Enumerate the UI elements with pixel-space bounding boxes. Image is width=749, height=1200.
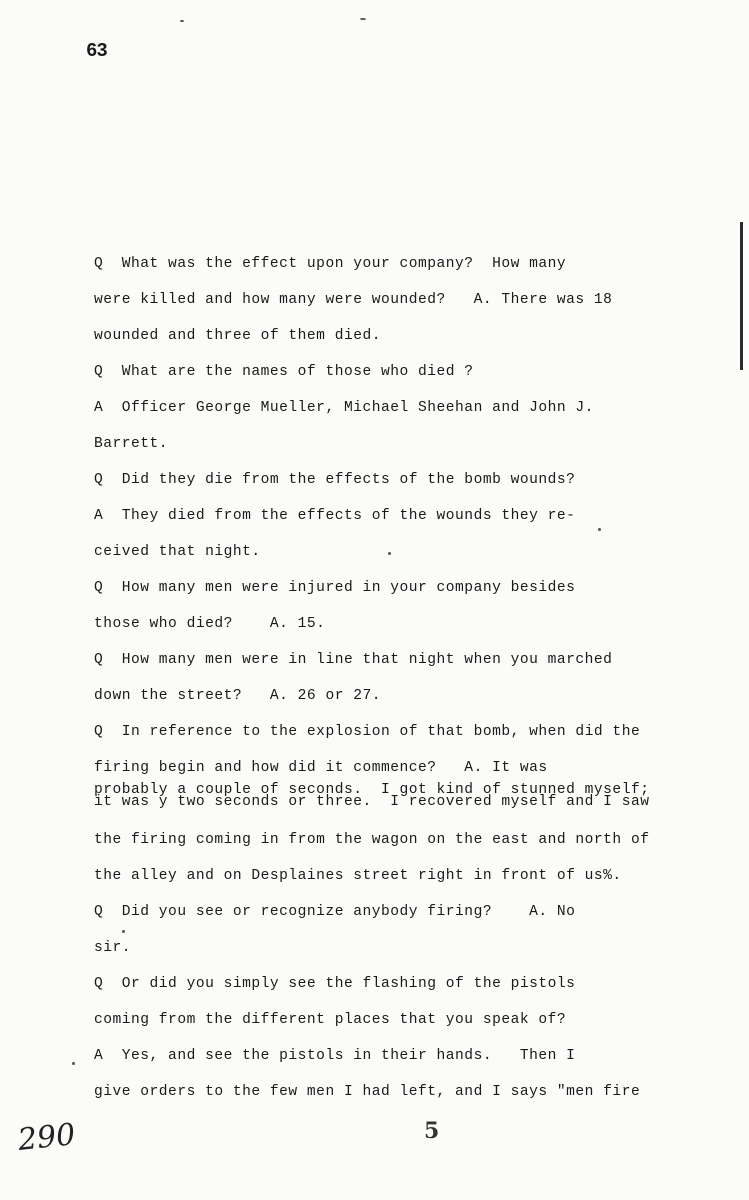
text-line: coming from the different places that you speak of? <box>94 1012 567 1028</box>
handwritten-page-mark: 290 <box>16 1117 77 1158</box>
text-line: down the street? A. 26 or 27. <box>94 688 381 704</box>
overstruck-line <box>94 778 650 814</box>
text-line: Q In reference to the explosion of that bomb, when did the <box>94 724 641 740</box>
scan-speck <box>598 528 601 531</box>
text-line: Q Did you see or recognize anybody firing? A. No <box>94 904 576 920</box>
text-line: Q What are the names of those who died ? <box>94 364 474 380</box>
margin-rule <box>740 222 743 370</box>
text-line: firing begin and how did it commence? A. It was <box>94 760 548 776</box>
text-line: give orders to the few men I had left, and I says "men fire <box>94 1084 641 1100</box>
text-line: Q How many men were injured in your company besides <box>94 580 576 596</box>
text-line: Q How many men were in line that night when you marched <box>94 652 613 668</box>
text-line: Q Did they die from the effects of the bomb wounds? <box>94 472 576 488</box>
scan-speck <box>360 18 366 20</box>
text-line: the alley and on Desplaines street right in front of us%. <box>94 868 622 884</box>
text-line: those who died? A. 15. <box>94 616 326 632</box>
text-line: Q Or did you simply see the flashing of the pistols <box>94 976 576 992</box>
footer-mark: 5 <box>424 1118 440 1144</box>
overstrike-text-lower: it was y two seconds or three. I recovered myself and I saw <box>94 794 650 810</box>
text-line: ceived that night. <box>94 544 261 560</box>
text-line: the firing coming in from the wagon on the east and north of <box>94 832 650 848</box>
scan-speck <box>122 930 125 933</box>
scan-speck <box>72 1062 75 1065</box>
page-number: 63 <box>86 40 107 62</box>
scan-speck <box>388 552 391 555</box>
text-line: were killed and how many were wounded? A. There was 18 <box>94 292 613 308</box>
scan-speck <box>180 20 184 22</box>
overstrike-text-upper: probably a couple of seconds. I got kind of stunned myself; <box>94 782 650 798</box>
text-line: Q What was the effect upon your company? How many <box>94 256 567 272</box>
text-line: A Yes, and see the pistols in their hands. Then I <box>94 1048 576 1064</box>
text-line: A Officer George Mueller, Michael Sheehan and John J. <box>94 400 594 416</box>
text-line: Barrett. <box>94 436 169 452</box>
text-line: A They died from the effects of the wounds they re- <box>94 508 576 524</box>
text-line: sir. <box>94 940 132 956</box>
text-line: wounded and three of them died. <box>94 328 381 344</box>
